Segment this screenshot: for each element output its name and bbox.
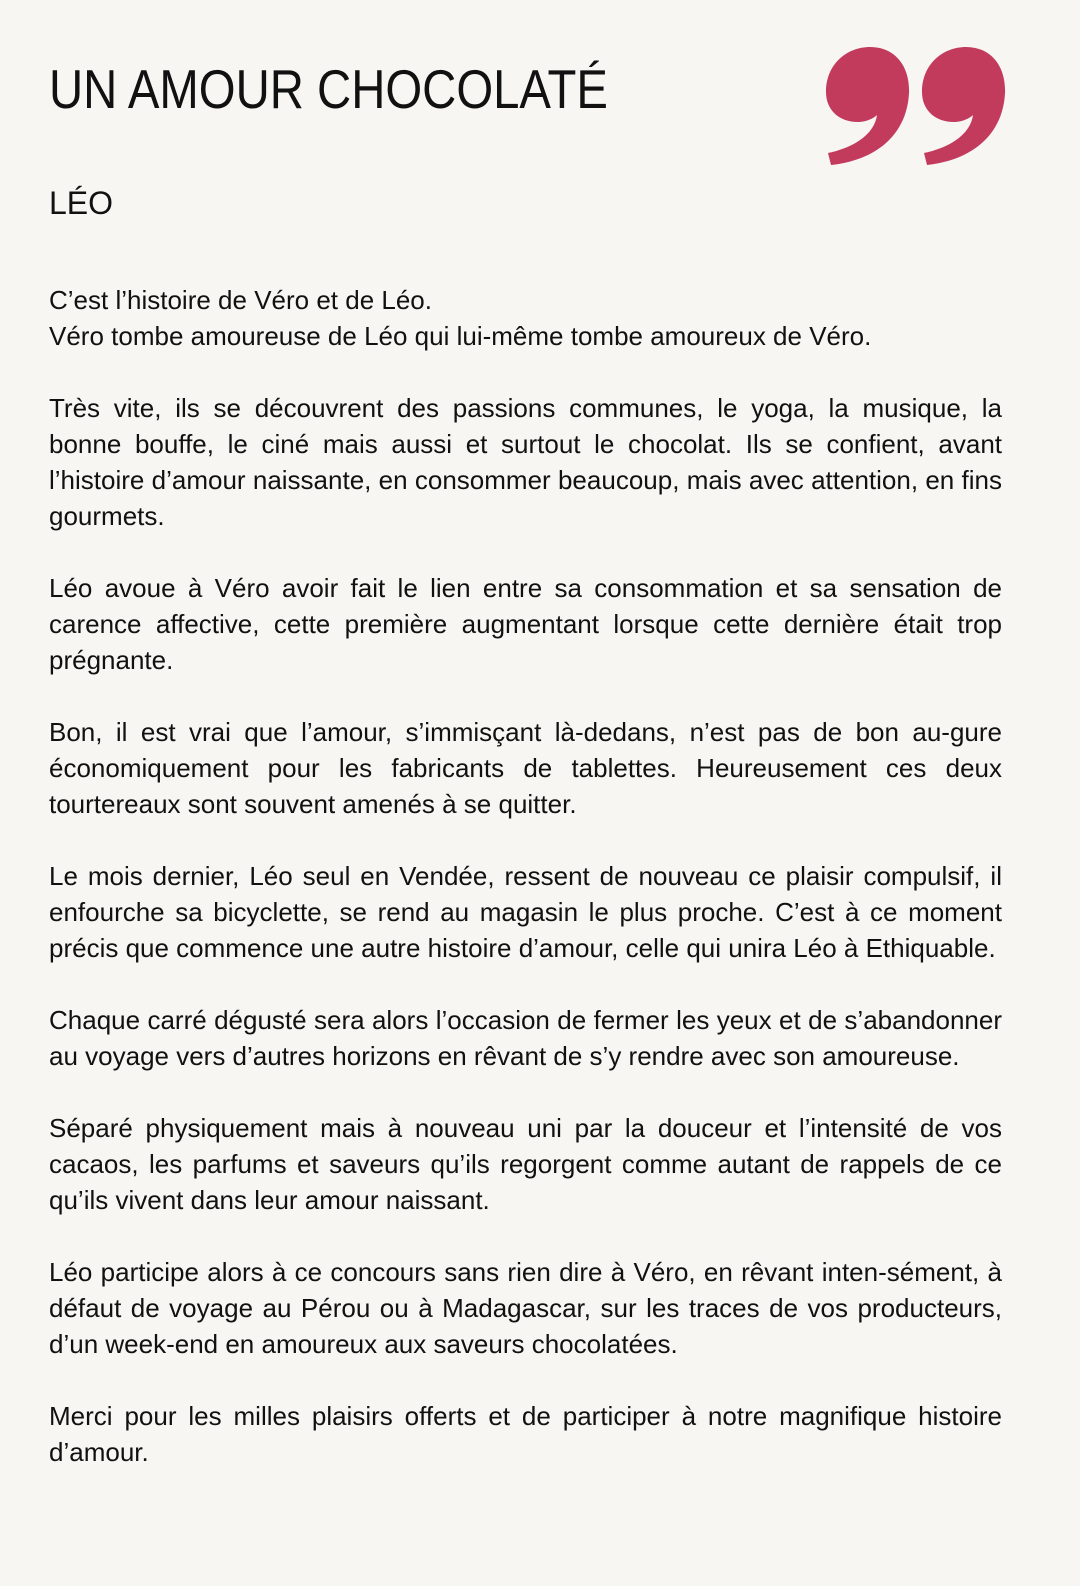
paragraph-6 (49, 1002, 1002, 1074)
paragraph-text: Léo avoue à Véro avoir fait le lien entre sa consommation et sa sensation de carence affective, cette première augmentant lorsque cette dernière était trop prégnante. (49, 573, 1002, 675)
paragraph-text: C’est l’histoire de Véro et de Léo. (49, 285, 432, 315)
paragraph-4 (49, 714, 1002, 822)
paragraph-8 (49, 1254, 1002, 1362)
paragraph-2 (49, 390, 1002, 534)
paragraph-5 (49, 858, 1002, 966)
quote-comma-left (826, 47, 909, 165)
paragraph-text: Véro tombe amoureuse de Léo qui lui-même tombe amoureux de Véro. (49, 321, 872, 351)
letter-body (49, 282, 1002, 1506)
closing-quote-icon (822, 40, 1007, 170)
paragraph-3 (49, 570, 1002, 678)
quote-comma-right (922, 47, 1005, 165)
paragraph-text: Séparé physiquement mais à nouveau uni par la douceur et l’intensité de vos cacaos, les parfums et saveurs qu’ils regorgent comme autant de rappels de ce qu’ils vivent dans leur amour naissant. (49, 1113, 1002, 1215)
paragraph-text: Bon, il est vrai que l’amour, s’immisçant là-dedans, n’est pas de bon au-gure économiquement pour les fabricants de tablettes. Heureusement ces deux tourtereaux sont souvent amenés à se quitter. (49, 717, 1002, 819)
paragraph-1 (49, 282, 1002, 354)
paragraph-7 (49, 1110, 1002, 1218)
paragraph-text: Très vite, ils se découvrent des passions communes, le yoga, la musique, la bonne bouffe, le ciné mais aussi et surtout le chocolat. Ils se confient, avant l’histoire d’amour naissante, en consommer beaucoup, mais avec attention, en fins gourmets. (49, 393, 1002, 531)
letter-page (49, 0, 1002, 1586)
paragraph-text: Le mois dernier, Léo seul en Vendée, ressent de nouveau ce plaisir compulsif, il enfourche sa bicyclette, se rend au magasin le plus proche. C’est à ce moment précis que commence une autre histoire d’amour, celle qui unira Léo à Ethiquable. (49, 861, 1002, 963)
page-title: UN AMOUR CHOCOLATÉ (49, 58, 608, 120)
paragraph-text: Chaque carré dégusté sera alors l’occasion de fermer les yeux et de s’abandonner au voyage vers d’autres horizons en rêvant de s’y rendre avec son amoureuse. (49, 1005, 1002, 1071)
author-name: LÉO (49, 185, 114, 221)
paragraph-9 (49, 1398, 1002, 1470)
paragraph-text: Merci pour les milles plaisirs offerts et de participer à notre magnifique histoire d’amour. (49, 1401, 1002, 1467)
paragraph-text: Léo participe alors à ce concours sans rien dire à Véro, en rêvant inten-sément, à défaut de voyage au Pérou ou à Madagascar, sur les traces de vos producteurs, d’un week-end en amoureux aux saveurs chocolatées. (49, 1257, 1002, 1359)
